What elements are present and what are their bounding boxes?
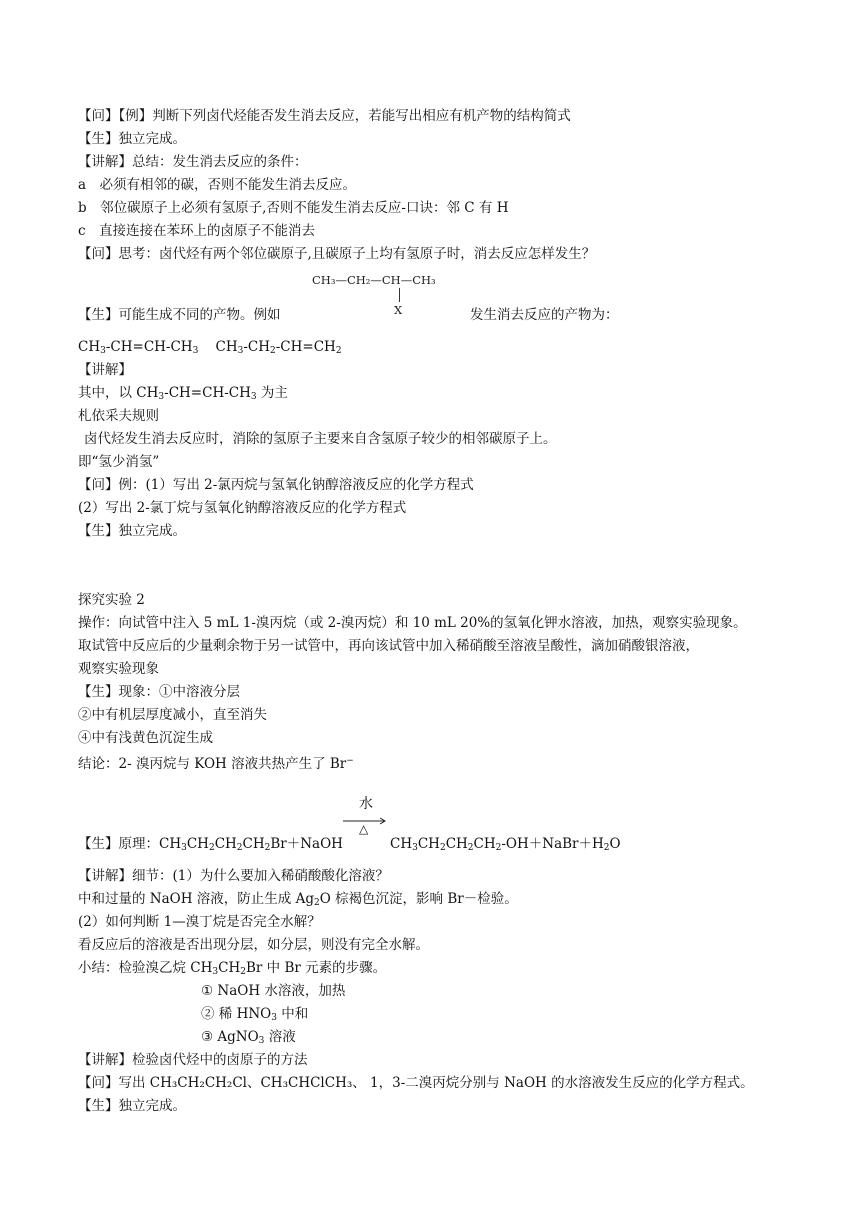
arrow-condition-top: 水 [359, 796, 373, 812]
section-heading: 探究实验 2 [78, 592, 145, 608]
text-line: 【生】独立完成。 [78, 523, 186, 539]
text-line: 【生】可能生成不同的产物。例如 [78, 307, 281, 323]
text-line: 结论：2- 溴丙烷与 KOH 溶液共热产生了 Br− [78, 756, 354, 772]
text-line: 【讲解】 [78, 362, 132, 378]
products-line: $CH_3-CH=CH-CH_3$ $CH_3-CH_2-CH=CH_2$ [78, 339, 342, 356]
text-line: 札依采夫规则 [78, 408, 159, 424]
text-line: 【问】写出 CH₃CH₂CH₂Cl、CH₃CHClCH₃、 1，3-二溴丙烷分别与 NaOH 的水溶液发生反应的化学方程式。 [78, 1075, 754, 1091]
text-line: 【问】思考：卤代烃有两个邻位碳原子,且碳原子上均有氢原子时，消去反应怎样发生？ [78, 246, 596, 262]
text-line: (2）如何判断 1—溴丁烷是否完全水解？ [78, 914, 321, 930]
reaction-products: $CH_3CH_2CH_2CH_2-OH+NaBr+H_2O$ [390, 836, 621, 853]
bond-line [399, 288, 400, 302]
text-line: 其中，以 $CH_3-CH=CH-CH_3$ 为主 [78, 385, 288, 402]
text-line: 【生】独立完成。 [78, 131, 186, 147]
text-line: 【问】例：(1）写出 2-氯丙烷与氢氧化钠醇溶液反应的化学方程式 [78, 477, 474, 493]
text-line: 观察实验现象 [78, 661, 159, 677]
text-line: a 必须有相邻的碳，否则不能发生消去反应。 [78, 177, 357, 193]
text-line: (2）写出 2-氯丁烷与氢氧化钠醇溶液反应的化学方程式 [78, 500, 407, 516]
text-line: c 直接连接在苯环上的卤原子不能消去 [78, 223, 316, 239]
reaction-arrow [343, 793, 393, 843]
text-line: 【讲解】细节：(1）为什么要加入稀硝酸酸化溶液？ [78, 868, 389, 884]
text-line: 【讲解】检验卤代烃中的卤原子的方法 [78, 1052, 308, 1068]
reaction-reactants: 【生】原理：$CH_3CH_2CH_2CH_2Br+NaOH$ [78, 836, 343, 853]
text-line: 【问】【例】判断下列卤代烃能否发生消去反应，若能写出相应有机产物的结构简式 [78, 108, 571, 124]
text-line: 发生消去反应的产物为： [470, 307, 619, 323]
text-line: 【生】现象：①中溶液分层 [78, 684, 240, 700]
text-line: 即“氢少消氢” [78, 454, 160, 470]
text-line: 看反应后的溶液是否出现分层，如分层，则没有完全水解。 [78, 937, 429, 953]
text-line: 中和过量的 NaOH 溶液，防止生成 $Ag_2O$ 棕褐色沉淀，影响 Br－检验。 [78, 891, 518, 908]
text-line: 【生】独立完成。 [78, 1098, 186, 1114]
structural-formula [312, 272, 462, 318]
step-item: ② 稀 $HNO_3$ 中和 [201, 1006, 309, 1023]
text-line: 操作：向试管中注入 5 mL 1-溴丙烷（或 2-溴丙烷）和 10 mL 20%的氢氧化钾水溶液，加热，观察实验现象。 [78, 615, 747, 631]
text-line: 【讲解】总结：发生消去反应的条件： [78, 154, 308, 170]
text-line: ②中有机层厚度减小，直至消失 [78, 707, 267, 723]
text-line: 小结：检验溴乙烷 $CH_3CH_2Br$ 中 Br 元素的步骤。 [78, 960, 387, 977]
formula-chain: CH₃—CH₂—CH—CH₃ [312, 273, 436, 287]
formula-substituent: X [394, 303, 403, 317]
arrow-condition-bottom: △ [359, 822, 369, 836]
step-item: ① NaOH 水溶液，加热 [201, 983, 346, 999]
step-item: ③ AgNO$_3$ 溶液 [201, 1029, 296, 1046]
text-line: b 邻位碳原子上必须有氢原子,否则不能发生消去反应-口诀：邻 C 有 H [78, 200, 509, 216]
text-line: ④中有浅黄色沉淀生成 [78, 730, 213, 746]
text-line: 卤代烃发生消去反应时，消除的氢原子主要来自含氢原子较少的相邻碳原子上。 [84, 431, 557, 447]
text-line: 取试管中反应后的少量剩余物于另一试管中，再向该试管中加入稀硝酸至溶液呈酸性，滴加硝酸银溶液， [78, 638, 699, 654]
